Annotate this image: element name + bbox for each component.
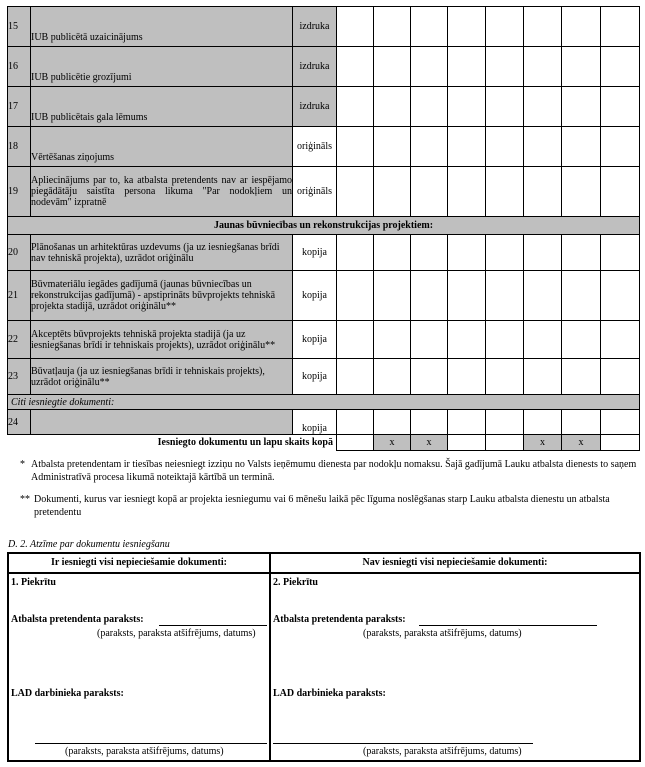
table-row [8,321,640,359]
row-type: izdruka [293,87,337,127]
right-agree-label: 2. Piekrītu [273,577,318,588]
count-cell[interactable] [448,271,486,321]
count-cell[interactable] [337,7,374,47]
count-cell[interactable] [524,7,562,47]
row-type: izdruka [293,47,337,87]
count-cell[interactable] [562,87,601,127]
row-description: IUB publicētie grozījumi [31,47,293,87]
table-row [8,410,640,435]
count-cell[interactable] [411,127,448,167]
count-cell[interactable] [374,271,411,321]
table-row [8,235,640,271]
left-applicant-signature-line[interactable] [159,614,267,626]
left-lad-hint: (paraksts, paraksta atšifrējums, datums) [65,746,224,757]
left-lad-signature-line[interactable] [35,732,267,744]
right-applicant-signature-line[interactable] [419,614,597,626]
left-applicant-hint: (paraksts, paraksta atšifrējums, datums) [97,628,256,639]
count-cell[interactable] [562,321,601,359]
count-cell[interactable] [411,359,448,395]
count-cell[interactable] [601,87,640,127]
count-cell[interactable] [601,235,640,271]
row-description: Plānošanas un arhitektūras uzdevums (ja uz iesniegšanas brīdi nav tehniskā projekta), uzrādot oriģinālu [31,235,293,271]
count-cell[interactable] [411,7,448,47]
total-cell [486,435,524,451]
footnote [20,458,638,484]
count-cell[interactable] [486,47,524,87]
row-number: 21 [8,271,31,321]
count-cell[interactable] [601,47,640,87]
count-cell[interactable] [374,410,411,435]
count-cell[interactable] [601,167,640,217]
table-row [8,359,640,395]
row-number: 16 [8,47,31,87]
right-lad-signature-line[interactable] [273,732,533,744]
count-cell[interactable] [374,127,411,167]
total-cell [337,435,374,451]
right-signature-cell [270,573,640,761]
section-title: Jaunas būvniecības un rekonstrukcijas projektiem: [8,217,640,235]
count-cell[interactable] [524,321,562,359]
count-cell[interactable] [486,359,524,395]
count-cell[interactable] [411,321,448,359]
count-cell[interactable] [562,410,601,435]
row-description: IUB publicētais gala lēmums [31,87,293,127]
footnote-marker: * [20,459,25,470]
count-cell[interactable] [411,87,448,127]
other-docs-row [8,395,640,410]
row-number: 22 [8,321,31,359]
total-row [8,435,640,451]
count-cell[interactable] [411,47,448,87]
count-cell[interactable] [524,410,562,435]
documents-table [7,6,640,451]
table-row [8,7,640,47]
row-description: Vērtēšanas ziņojums [31,127,293,167]
count-cell[interactable] [337,271,374,321]
count-cell[interactable] [562,7,601,47]
count-cell[interactable] [486,87,524,127]
row-number: 19 [8,167,31,217]
count-cell[interactable] [601,321,640,359]
row-type: oriģināls [293,167,337,217]
count-cell[interactable] [524,127,562,167]
right-applicant-hint: (paraksts, paraksta atšifrējums, datums) [363,628,522,639]
count-cell[interactable] [337,359,374,395]
count-cell[interactable] [562,167,601,217]
row-type: kopija [293,321,337,359]
count-cell[interactable] [374,7,411,47]
count-cell[interactable] [486,321,524,359]
count-cell[interactable] [486,271,524,321]
row-type: izdruka [293,7,337,47]
table-row [8,47,640,87]
count-cell[interactable] [337,87,374,127]
row-type: kopija [293,271,337,321]
left-applicant-signature-label: Atbalsta pretendenta paraksts: [11,614,144,625]
count-cell[interactable] [524,47,562,87]
count-cell[interactable] [524,167,562,217]
footnote [20,493,638,519]
left-lad-signature-label: LAD darbinieka paraksts: [11,688,124,699]
right-header: Nav iesniegti visi nepieciešamie dokumenti: [270,553,640,573]
count-cell[interactable] [411,271,448,321]
count-cell[interactable] [337,410,374,435]
count-cell[interactable] [337,127,374,167]
right-lad-hint: (paraksts, paraksta atšifrējums, datums) [363,746,522,757]
table-row [8,271,640,321]
count-cell[interactable] [448,127,486,167]
row-type: oriģināls [293,127,337,167]
count-cell[interactable] [601,127,640,167]
row-description: IUB publicētā uzaicinājums [31,7,293,47]
count-cell[interactable] [486,167,524,217]
count-cell[interactable] [411,235,448,271]
count-cell[interactable] [486,410,524,435]
table-row [8,127,640,167]
row-number: 18 [8,127,31,167]
row-type: kopija [293,235,337,271]
row-number: 23 [8,359,31,395]
total-cell: x [411,435,448,451]
count-cell[interactable] [411,167,448,217]
section-header-row [8,217,640,235]
count-cell[interactable] [448,321,486,359]
row-description: Būvatļauja (ja uz iesniegšanas brīdi ir tehniskais projekts), uzrādot oriģinālu** [31,359,293,395]
footnote-marker: ** [20,494,30,505]
total-cell: x [562,435,601,451]
footnote-text: Dokumenti, kurus var iesniegt kopā ar projekta iesniegumu vai 6 mēnešu laikā pēc līguma noslēgšanas starp Lauku atbalsta dienestu un atbalsta pretendentu [34,494,610,518]
total-cell [601,435,640,451]
footnote-text: Atbalsta pretendentam ir tiesības neiesniegt izziņu no Valsts ieņēmumu dienesta par nodokļu nomaksu. Šajā gadījumā Lauku atbalsta dienests to saņem Administratīvā procesa likumā noteiktajā kārtībā un terminā. [31,459,637,483]
count-cell[interactable] [374,321,411,359]
count-cell[interactable] [337,235,374,271]
table-row [8,87,640,127]
count-cell[interactable] [374,87,411,127]
count-cell[interactable] [374,47,411,87]
total-cell [448,435,486,451]
count-cell[interactable] [562,271,601,321]
count-cell[interactable] [601,410,640,435]
table-row [8,167,640,217]
left-agree-label: 1. Piekrītu [11,577,56,588]
row-number: 24 [8,410,31,435]
count-cell[interactable] [524,271,562,321]
count-cell[interactable] [374,359,411,395]
count-cell[interactable] [562,359,601,395]
total-label: Iesniegto dokumentu un lapu skaits kopā [8,435,337,451]
count-cell[interactable] [448,359,486,395]
count-cell[interactable] [524,359,562,395]
row-number: 15 [8,7,31,47]
count-cell[interactable] [374,167,411,217]
count-cell[interactable] [601,7,640,47]
count-cell[interactable] [601,271,640,321]
count-cell[interactable] [524,235,562,271]
total-cell: x [524,435,562,451]
row-description: Būvmateriālu iegādes gadījumā (jaunas būvniecības un rekonstrukcijas gadījumā) - apstiprināts būvprojekts tehniskā projekta stadijā, uzrādot oriģinālu** [31,271,293,321]
total-cell: x [374,435,411,451]
left-signature-cell [8,573,270,761]
right-lad-signature-label: LAD darbinieka paraksts: [273,688,386,699]
count-cell[interactable] [448,235,486,271]
count-cell[interactable] [411,410,448,435]
row-number: 17 [8,87,31,127]
count-cell[interactable] [448,87,486,127]
row-description[interactable] [31,410,293,435]
count-cell[interactable] [562,47,601,87]
count-cell[interactable] [448,47,486,87]
row-type: kopija [293,359,337,395]
other-docs-title: Citi iesniegtie dokumenti: [8,395,640,410]
section-d2-title: D. 2. Atzīme par dokumentu iesniegšanu [8,539,170,550]
count-cell[interactable] [601,359,640,395]
count-cell[interactable] [337,47,374,87]
signature-table [7,552,641,762]
count-cell[interactable] [337,321,374,359]
right-applicant-signature-label: Atbalsta pretendenta paraksts: [273,614,406,625]
count-cell[interactable] [486,127,524,167]
count-cell[interactable] [562,127,601,167]
count-cell[interactable] [486,7,524,47]
row-number: 20 [8,235,31,271]
count-cell[interactable] [448,167,486,217]
count-cell[interactable] [448,410,486,435]
count-cell[interactable] [524,87,562,127]
count-cell[interactable] [486,235,524,271]
row-description: Apliecinājums par to, ka atbalsta pretendents nav ar iespējamo piegādātāju saistīta persona likuma "Par nodokļiem un nodevām" izpratnē [31,167,293,217]
count-cell[interactable] [448,7,486,47]
count-cell[interactable] [374,235,411,271]
left-header: Ir iesniegti visi nepieciešamie dokumenti: [8,553,270,573]
count-cell[interactable] [562,235,601,271]
row-type: kopija [293,410,337,435]
count-cell[interactable] [337,167,374,217]
row-description: Akceptēts būvprojekts tehniskā projekta stadijā (ja uz iesniegšanas brīdi ir tehniskais projekts), uzrādot oriģinālu** [31,321,293,359]
